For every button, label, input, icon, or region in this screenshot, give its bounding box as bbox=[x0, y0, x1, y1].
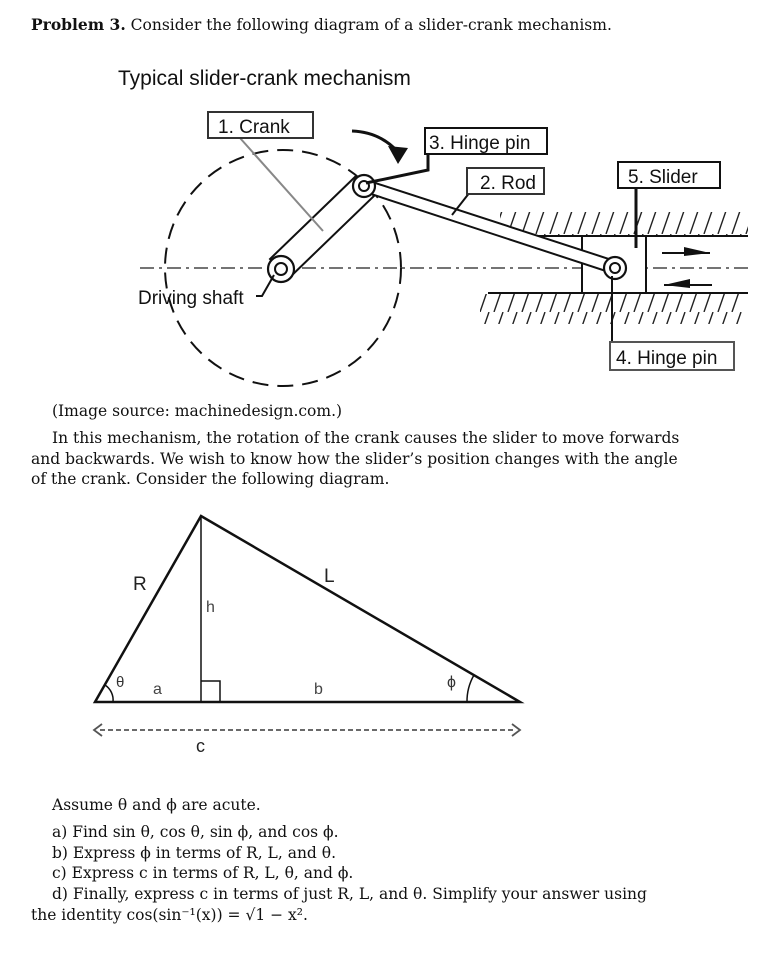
lower-guide-rail bbox=[480, 293, 748, 324]
question-c: c) Express c in terms of R, L, θ, and ϕ. bbox=[52, 864, 354, 882]
paragraph-line-1: In this mechanism, the rotation of the crank causes the slider to move forwards bbox=[52, 429, 680, 447]
dimension-c-label: c bbox=[196, 736, 205, 756]
phi-label: ϕ bbox=[447, 674, 456, 691]
hinge-pin-3-label: 3. Hinge pin bbox=[429, 133, 531, 154]
right-angle-marker bbox=[201, 681, 220, 702]
crank-leader-line bbox=[240, 138, 323, 231]
dimension-c-arrow bbox=[94, 724, 520, 736]
paragraph-line-2: and backwards. We wish to know how the slider’s position changes with the angle bbox=[31, 450, 678, 468]
segment-b-label: b bbox=[314, 681, 323, 698]
paragraph-line-3: of the crank. Consider the following diagram. bbox=[31, 470, 390, 488]
driving-shaft-leader bbox=[256, 275, 274, 296]
theta-label: θ bbox=[116, 674, 125, 691]
phi-arc bbox=[467, 675, 474, 702]
hinge-pin-3 bbox=[353, 175, 375, 197]
rod-label: 2. Rod bbox=[480, 173, 536, 194]
problem-label: Problem 3. bbox=[31, 15, 126, 34]
rotation-arrow-icon bbox=[352, 131, 408, 164]
triangle bbox=[95, 516, 520, 702]
figure-title: Typical slider-crank mechanism bbox=[118, 67, 411, 90]
hinge-pin-4-label: 4. Hinge pin bbox=[616, 348, 718, 369]
crank-label: 1. Crank bbox=[218, 117, 290, 138]
driving-shaft-label: Driving shaft bbox=[138, 288, 244, 309]
height-h-label: h bbox=[206, 599, 215, 616]
slider-crank-diagram bbox=[0, 0, 776, 400]
image-source: (Image source: machinedesign.com.) bbox=[52, 402, 343, 420]
assumption-line: Assume θ and ϕ are acute. bbox=[52, 796, 261, 814]
side-L-label: L bbox=[324, 566, 335, 587]
segment-a-label: a bbox=[153, 681, 162, 698]
theta-arc bbox=[105, 685, 113, 702]
question-a: a) Find sin θ, cos θ, sin ϕ, and cos ϕ. bbox=[52, 823, 339, 841]
slider-label: 5. Slider bbox=[628, 167, 698, 188]
hinge-pin-4 bbox=[604, 257, 626, 279]
question-b: b) Express ϕ in terms of R, L, and θ. bbox=[52, 844, 337, 862]
question-d-line-2: the identity cos(sin⁻¹(x)) = √1 − x². bbox=[31, 906, 308, 924]
upper-guide-rail bbox=[500, 212, 748, 236]
question-d-line-1: d) Finally, express c in terms of just R, L, and θ. Simplify your answer using bbox=[52, 885, 647, 903]
problem-intro: Consider the following diagram of a slider-crank mechanism. bbox=[130, 16, 612, 34]
side-R-label: R bbox=[133, 574, 147, 595]
